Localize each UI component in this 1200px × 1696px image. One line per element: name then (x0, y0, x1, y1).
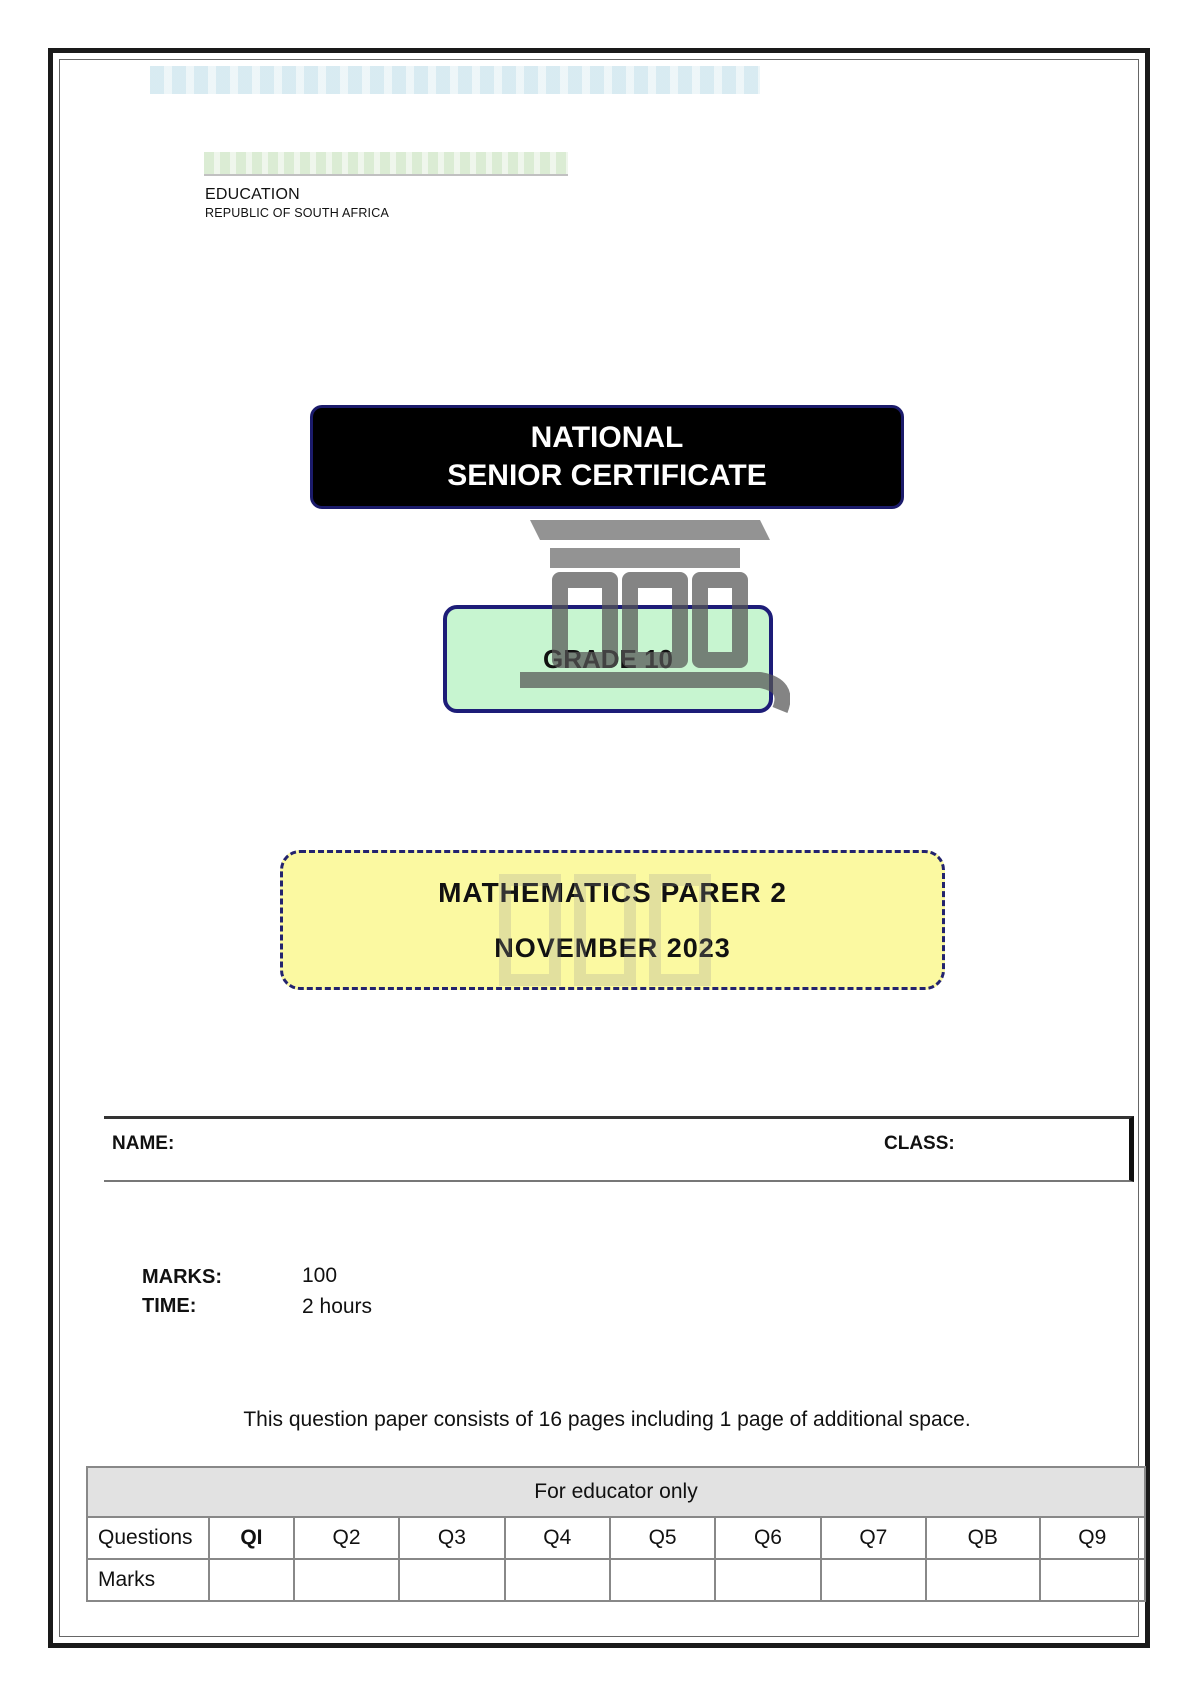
educator-table-heading: For educator only (87, 1467, 1145, 1517)
mark-cell[interactable] (294, 1559, 399, 1601)
marks-row (87, 1559, 1145, 1601)
building-watermark-faint-icon (485, 860, 735, 1000)
question-cell: Q6 (715, 1517, 820, 1559)
department-country: REPUBLIC OF SOUTH AFRICA (205, 206, 389, 220)
mark-cell[interactable] (926, 1559, 1040, 1601)
question-cell: Q9 (1040, 1517, 1145, 1559)
name-class-row (104, 1116, 1134, 1182)
building-watermark-icon (520, 510, 790, 730)
subject-title: MATHEMATICS PARER 2 (438, 876, 787, 908)
time-value: 2 hours (302, 1295, 373, 1318)
question-cell: Q2 (294, 1517, 399, 1559)
mark-cell[interactable] (715, 1559, 820, 1601)
mark-cell[interactable] (505, 1559, 610, 1601)
mark-cell[interactable] (209, 1559, 294, 1601)
mark-cell[interactable] (1040, 1559, 1145, 1601)
department-name: EDUCATION (205, 186, 300, 203)
question-cell: Q4 (505, 1517, 610, 1559)
marks-row-label: Marks (87, 1559, 209, 1601)
certificate-banner (310, 405, 904, 509)
faded-department-logo (204, 152, 568, 176)
time-label: TIME: (142, 1295, 197, 1317)
question-cell: Q7 (821, 1517, 926, 1559)
mark-cell[interactable] (821, 1559, 926, 1601)
page-count-statement: This question paper consists of 16 pages including 1 page of additional space. (243, 1408, 971, 1431)
questions-row-label: Questions (87, 1517, 209, 1559)
question-cell: Q5 (610, 1517, 715, 1559)
marks-value: 100 (302, 1264, 338, 1287)
question-cell: QB (926, 1517, 1040, 1559)
question-cell: QI (209, 1517, 294, 1559)
educator-marks-table (86, 1466, 1146, 1602)
faded-header-strip (150, 66, 760, 94)
certificate-line-1: NATIONAL (530, 421, 684, 454)
exam-date: NOVEMBER 2023 (494, 932, 731, 963)
class-label: CLASS: (884, 1133, 955, 1154)
question-cell: Q3 (399, 1517, 504, 1559)
questions-row (87, 1517, 1145, 1559)
grade-box: GRADE 10 (443, 605, 773, 713)
name-label: NAME: (112, 1133, 175, 1154)
marks-label: MARKS: (142, 1266, 222, 1288)
mark-cell[interactable] (399, 1559, 504, 1601)
certificate-line-2: SENIOR CERTIFICATE (447, 459, 767, 492)
mark-cell[interactable] (610, 1559, 715, 1601)
